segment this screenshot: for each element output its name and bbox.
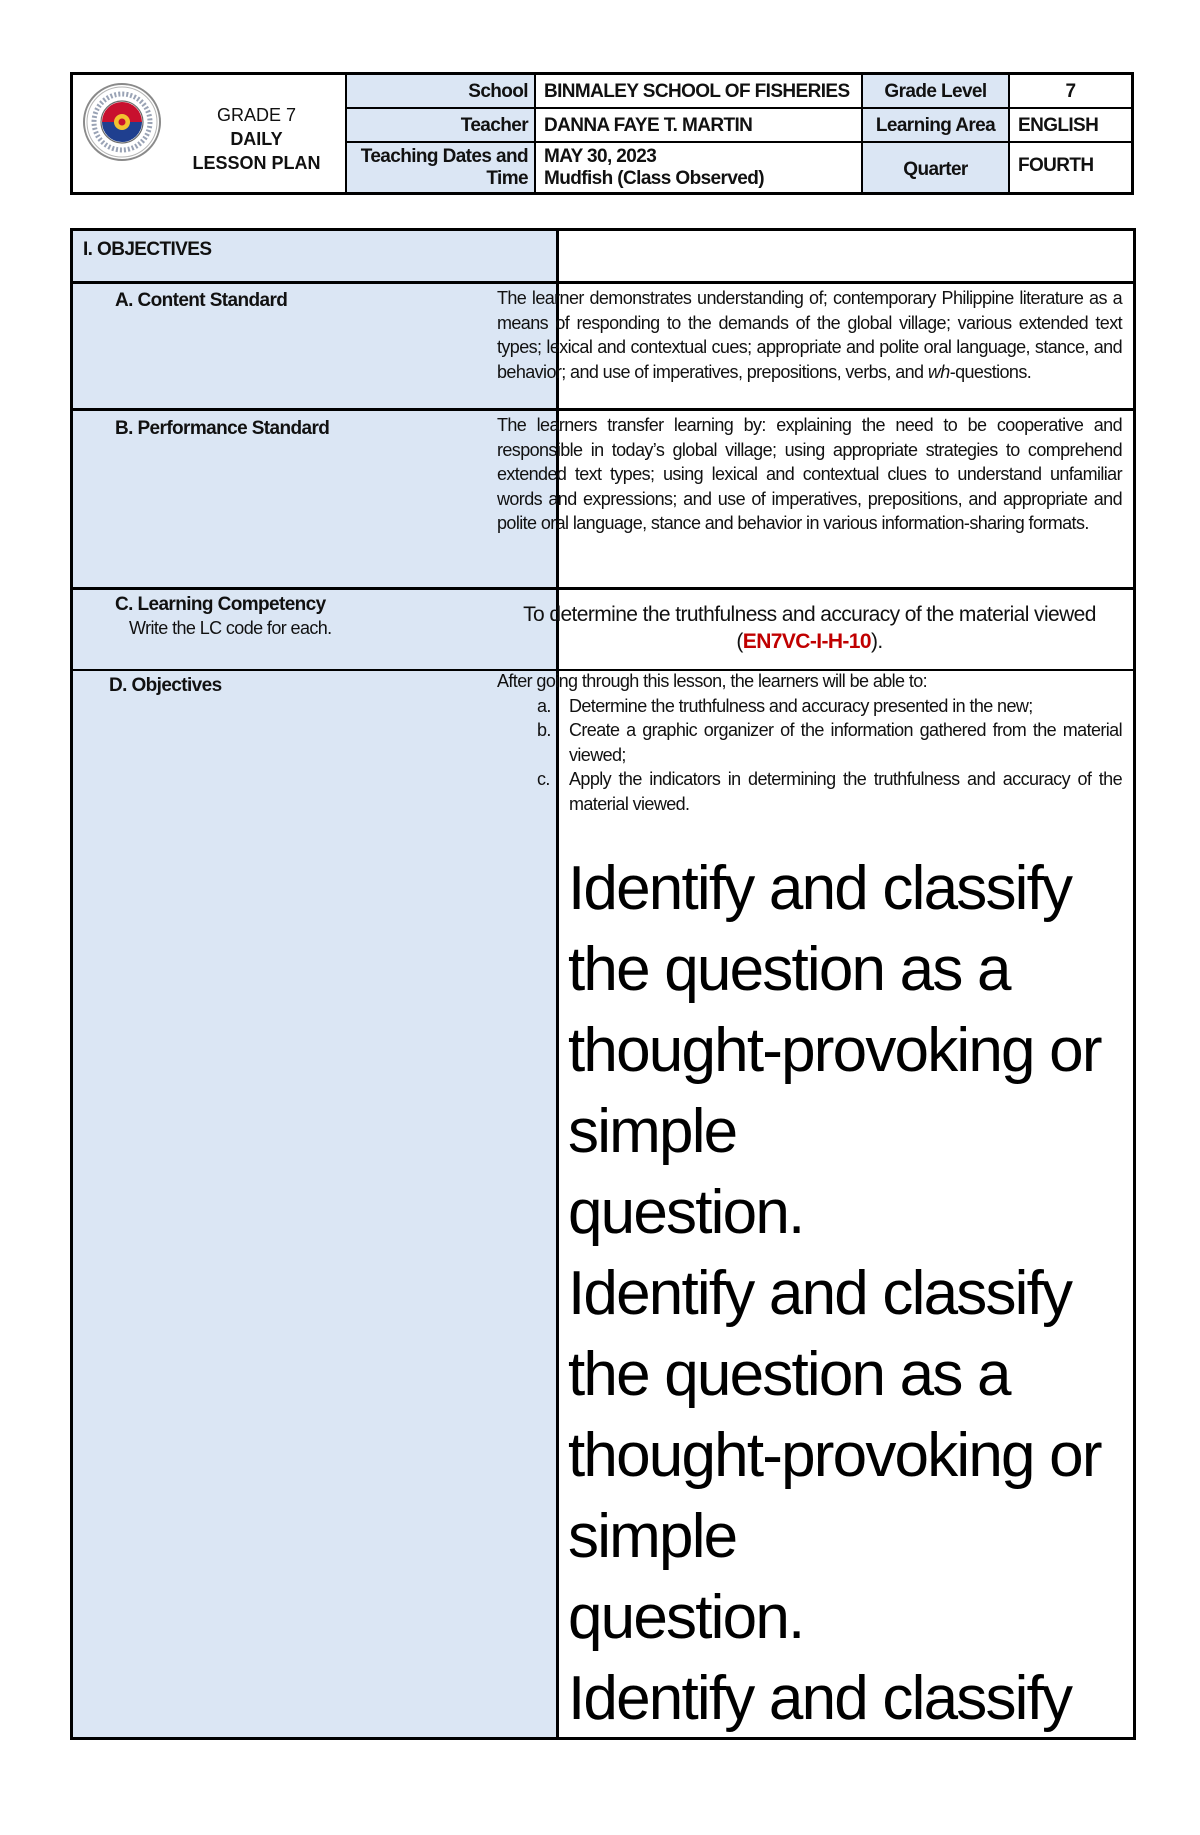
objective-marker: c. (537, 769, 550, 790)
objective-text: Apply the indicators in determining the truthfulness and accuracy of the material viewed. (569, 769, 1122, 814)
grade-level-value: 7 (1010, 75, 1131, 109)
learning-area-value: ENGLISH (1010, 109, 1131, 143)
large-text-line: Identify and classify (568, 1259, 1072, 1328)
large-text-line: thought-provoking or (568, 1421, 1101, 1490)
content-standard-text-emphasis: wh (927, 361, 950, 382)
plan-title (169, 103, 344, 175)
teaching-dates-value (536, 143, 863, 192)
teacher-label: Teacher (347, 109, 536, 143)
plan-title-daily: DAILY (230, 129, 283, 149)
learning-competency-sublabel: Write the LC code for each. (129, 618, 332, 638)
teaching-dates-value-line2: Mudfish (Class Observed) (544, 168, 764, 189)
row-divider (73, 408, 1133, 411)
content-standard-label: A. Content Standard (115, 290, 288, 311)
lesson-plan-header-table (70, 72, 1134, 195)
plan-title-lesson-plan: LESSON PLAN (192, 153, 321, 173)
objective-marker: b. (537, 720, 551, 741)
teaching-dates-value-line1: MAY 30, 2023 (544, 146, 657, 167)
learning-competency-text-end: ). (870, 630, 883, 653)
plan-title-grade: GRADE 7 (216, 105, 297, 125)
quarter-label: Quarter (863, 143, 1010, 192)
large-text-line: simple (568, 1502, 737, 1571)
learning-competency-code: EN7VC-I-H-10 (742, 630, 871, 653)
objective-marker: a. (537, 695, 551, 716)
learning-competency-label: C. Learning Competency (115, 594, 326, 615)
objectives-label: D. Objectives (109, 675, 222, 696)
learning-area-label: Learning Area (863, 109, 1010, 143)
large-text-line: the question as a (568, 1340, 1010, 1409)
objectives-content (497, 669, 1122, 817)
large-text-line: thought-provoking or (568, 1016, 1101, 1085)
school-label: School (347, 75, 536, 109)
teaching-dates-label-line2: Time (486, 168, 528, 189)
school-value: BINMALEY SCHOOL OF FISHERIES (536, 75, 863, 109)
large-repeated-text (568, 848, 1138, 1733)
row-divider (73, 281, 1133, 284)
objectives-label-column (73, 231, 559, 1737)
objective-text: Create a graphic organizer of the information gathered from the material viewed; (569, 720, 1122, 765)
teaching-dates-label-line1: Teaching Dates and (360, 146, 528, 167)
quarter-value: FOURTH (1010, 143, 1131, 192)
objectives-intro: After going through this lesson, the learners will be able to: (497, 671, 928, 691)
large-text-line: question. (568, 1583, 804, 1652)
content-standard-text-main: The learner demonstrates understanding of; contemporary Philippine literature as a means of responding to the demands of the global village; various extended text types; lexical and contextual cues; appropriate and polite oral language, stance, and behavior; and use of imperatives, prepositions, verbs, and (497, 288, 1122, 382)
large-text-line: question. (568, 1178, 804, 1247)
school-seal-icon (83, 83, 161, 161)
performance-standard-label: B. Performance Standard (115, 418, 330, 439)
objective-text: Determine the truthfulness and accuracy presented in the new; (569, 695, 1033, 716)
row-divider (73, 587, 1133, 590)
objective-item (497, 694, 1122, 719)
learning-competency-text (497, 601, 1122, 655)
logo-cell (73, 75, 347, 192)
large-text-line: Identify and classify (568, 1664, 1072, 1733)
objective-item (497, 767, 1122, 816)
large-text-line: simple (568, 1097, 737, 1166)
content-standard-text-end: -questions. (949, 361, 1032, 382)
large-text-line: the question as a (568, 935, 1010, 1004)
section-title: I. OBJECTIVES (83, 239, 212, 260)
grade-level-label: Grade Level (863, 75, 1010, 109)
learning-competency-text-main: To determine the truthfulness and accuracy of the material viewed ( (523, 603, 1096, 653)
content-standard-text (497, 286, 1122, 384)
objectives-list (497, 694, 1122, 817)
large-text-line: Identify and classify (568, 854, 1072, 923)
teaching-dates-label (347, 143, 536, 192)
performance-standard-text: The learners transfer learning by: explaining the need to be cooperative and responsible in today’s global village; using appropriate strategies to comprehend extended text types; using lexical and contextual clues to understand unfamiliar words and expressions; and use of imperatives, prepositions, and appropriate and polite oral language, stance and behavior in various information-sharing formats. (497, 415, 1122, 534)
teacher-value: DANNA FAYE T. MARTIN (536, 109, 863, 143)
objective-item (497, 718, 1122, 767)
